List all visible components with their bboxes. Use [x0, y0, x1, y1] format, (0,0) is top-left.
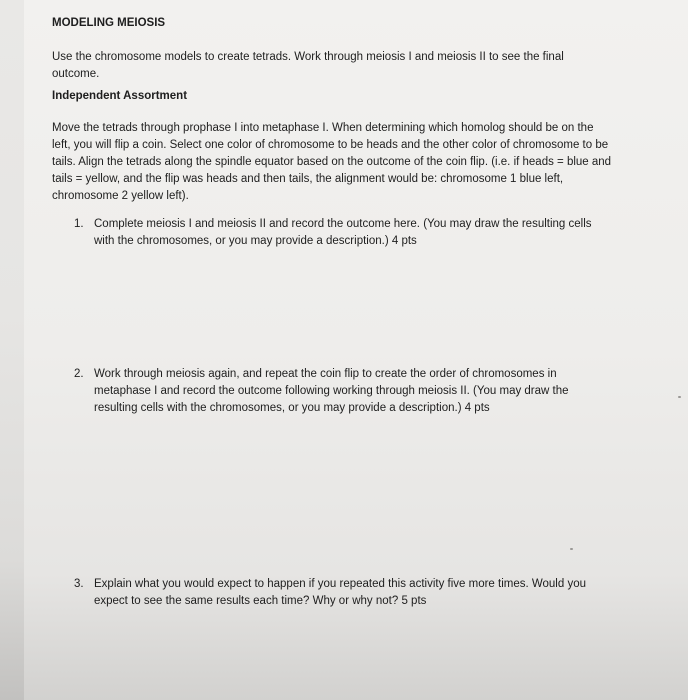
paper-speck	[570, 548, 573, 550]
section-heading: Independent Assortment	[52, 90, 188, 102]
question-text: Explain what you would expect to happen if you repeated this activity five more times. Would you expect to see the same results each time? Why or why not? 5 pts	[94, 578, 586, 607]
question-text: Work through meiosis again, and repeat the coin flip to create the order of chromosomes in metaphase I and record the outcome following working through meiosis II. (You may draw the resulting cells with the chromosomes, or you may provide a description.) 4 pts	[94, 368, 569, 414]
paper-speck	[678, 396, 681, 398]
question-number: 2.	[74, 368, 84, 380]
question-text: Complete meiosis I and meiosis II and record the outcome here. (You may draw the resulting cells with the chromosomes, or you may provide a description.) 4 pts	[94, 218, 592, 247]
document-title: MODELING MEIOSIS	[52, 17, 166, 29]
question-1	[74, 216, 594, 250]
instructions-paragraph: Move the tetrads through prophase I into metaphase I. When determining which homolog should be on the left, you will flip a coin. Select one color of chromosome to be heads and the other color of chromosome to be tails. Align the tetrads along the spindle equator based on the outcome of the coin flip. (i.e. if heads = blue and tails = yellow, and the flip was heads and then tails, the alignment would be: chromosome 1 blue left, chromosome 2 yellow left).	[52, 122, 612, 202]
question-number: 3.	[74, 578, 84, 590]
question-3	[74, 576, 594, 610]
question-2	[74, 366, 594, 417]
intro-paragraph: Use the chromosome models to create tetrads. Work through meiosis I and meiosis II to see the final outcome.	[52, 51, 564, 80]
question-number: 1.	[74, 218, 84, 230]
